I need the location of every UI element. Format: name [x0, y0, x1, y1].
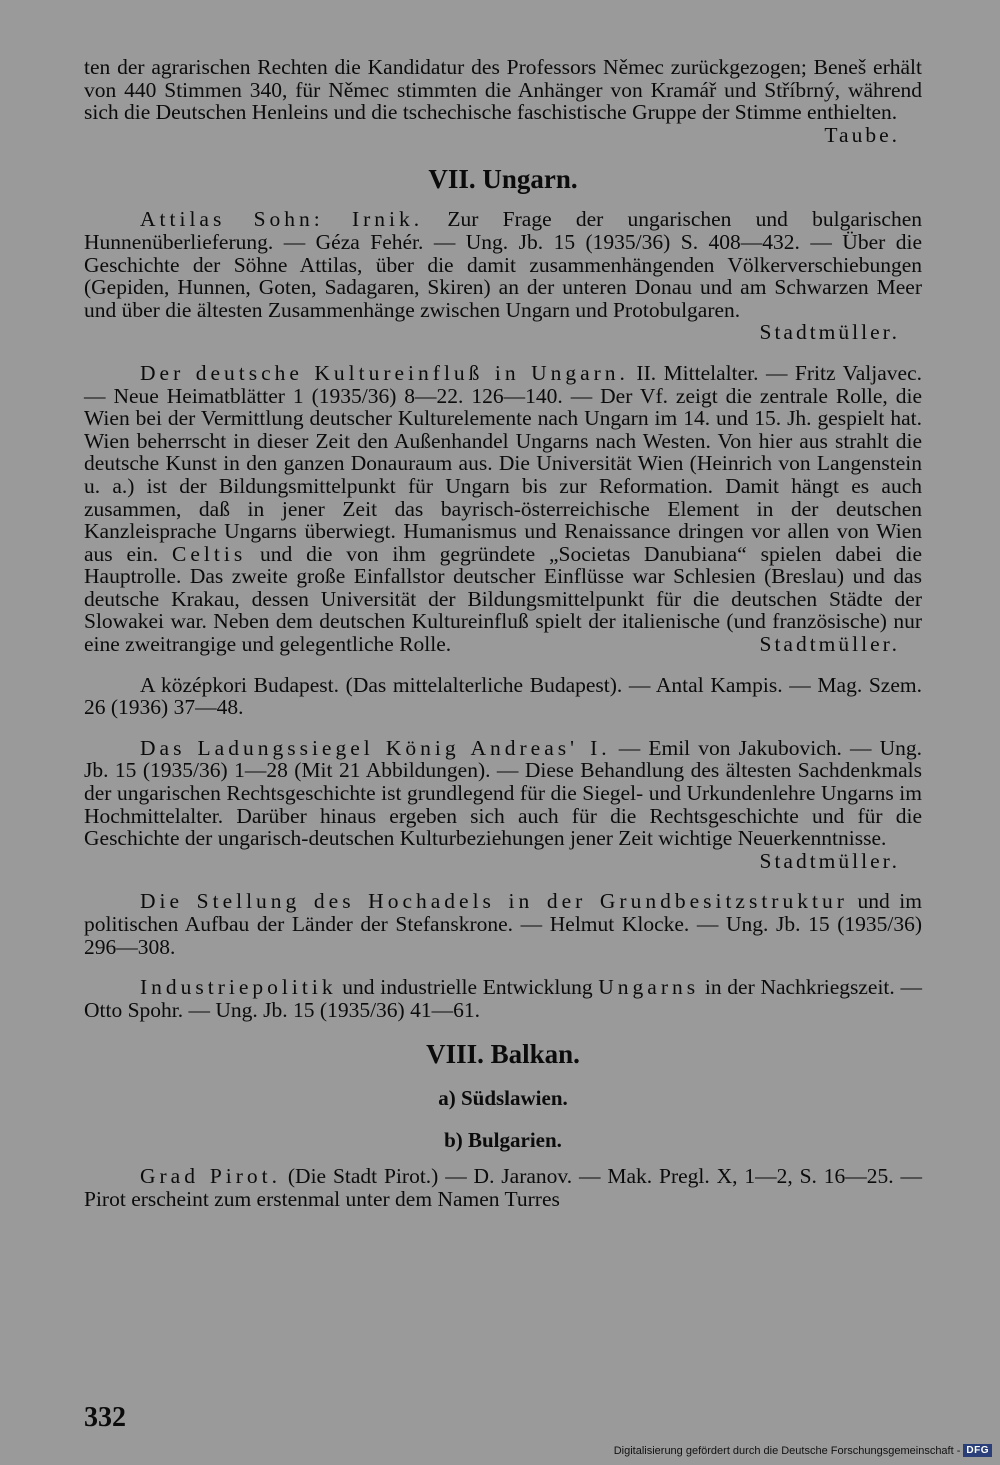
entry-body-cont: und die von ihm gegründete „Societas Danubiana“ spielen dabei die Hauptrolle. Das zweite große Einfallstor deutscher Einflüsse war Schlesien (Breslau) und das deutsche Krakau, dessen Universität der Bildungsmittelpunkt für die deutschen Städte der Slowakei war. Neben dem deutschen Kultureinfluß spielt der italienische (und französische) nur eine zweitrangige und gelegentliche Rolle. [84, 541, 923, 657]
entry-body: (Die Stadt Pirot.) — D. Jaranov. — Mak. Pregl. X, 1—2, S. 16—25. — Pirot erscheint zum erstenmal unter dem Namen Turres [84, 1164, 922, 1211]
entry-mid: und industrielle Entwicklung [336, 975, 599, 1000]
page-number: 332 [84, 1402, 126, 1433]
page-content [84, 56, 922, 1211]
subheading-suedslawien: a) Südslawien. [438, 1086, 568, 1111]
entry-signature: Stadtmüller. [759, 848, 900, 873]
entry-name-celtis: Celtis [172, 541, 247, 566]
entry-title: Der deutsche Kultureinfluß in Ungarn. [140, 360, 629, 385]
entry-signature: Stadtmüller. [759, 320, 900, 345]
footer-text: Digitalisierung gefördert durch die Deutsche Forschungsgemeinschaft - [613, 1444, 961, 1457]
entry-title: Das Ladungssiegel König Andreas' I. [140, 735, 611, 760]
entry-title: Attilas Sohn: Irnik. [140, 207, 424, 232]
entry-grad-pirot [84, 1165, 922, 1210]
entry-title: Grad Pirot. [140, 1164, 282, 1189]
entry-body: — Emil von Jakubovich. — Ung. Jb. 15 (1935/36) 1—28 (Mit 21 Abbildungen). — Diese Behandlung des ältesten Sachdenkmals der ungarischen Rechtsgeschichte ist grundlegend für die Siegel- und Urkundenlehre Ungarns im Hochmittelalter. Darüber hinaus ergeben sich auch für die Rechtsgeschichte und für die Geschichte der ungarisch-deutschen Kulturbeziehungen jener Zeit wichtige Neuerkenntnisse. [84, 735, 922, 851]
section-heading-balkan: VIII. Balkan. [426, 1039, 580, 1070]
entry-body: II. Mittelalter. — Fritz Valjavec. — Neue Heimatblätter 1 (1935/36) 8—22. 126—140. — Der Vf. zeigt die zentrale Rolle, die Wien bei der Vermittlung deutscher Kulturelemente nach Ungarn im 14. und 15. Jh. gespielt hat. Wien beherrscht in dieser Zeit den Außenhandel Ungarns nach Westen. Von hier aus strahlt die deutsche Kunst in den ganzen Donauraum aus. Die Universität Wien (Heinrich von Langenstein u. a.) ist der Bildungsmittelpunkt für Ungarn bis zur Reformation. Damit hängt es auch zusammen, daß in jener Zeit das bayrisch-österreichische Element in der deutschen Kanzleisprache Ungarns überwiegt. Humanismus und Renaissance dringen vor allen von Wien aus ein. [84, 360, 923, 566]
dfg-logo-icon: DFG [963, 1444, 992, 1457]
entry-signature: Stadtmüller. [759, 632, 900, 657]
entry-budapest: A középkori Budapest. (Das mittelalterliche Budapest). — Antal Kampis. — Mag. Szem. 26 (1936) 37—48. [84, 672, 922, 720]
footer-credit [614, 1444, 992, 1457]
entry-body: in der Nachkriegszeit. — Otto Spohr. — Ung. Jb. 15 (1935/36) 41—61. [84, 975, 922, 1022]
entry-title: Industriepolitik [140, 975, 337, 1000]
entry-ladungssiegel [84, 737, 922, 873]
entry-title: Die Stellung des Hochadels in der Grundbesitzstruktur [140, 889, 848, 914]
intro-signature: Taube. [824, 122, 900, 147]
subheading-bulgarien: b) Bulgarien. [444, 1128, 562, 1153]
entry-industriepolitik [84, 976, 922, 1021]
entry-body: Zur Frage der ungarischen und bulgarischen Hunnenüberlieferung. — Géza Fehér. — Ung. Jb. 15 (1935/36) S. 408—432. — Über die Geschichte der Söhne Attilas, über die damit zusammenhängenden Völkerverschiebungen (Gepiden, Hunnen, Goten, Sadagaren, Skiren) an der unteren Donau und am Schwarzen Meer und über die ältesten Zusammenhänge zwischen Ungarn und Protobulgaren. [84, 207, 922, 322]
entry-attilas-sohn [84, 208, 922, 321]
entry-kultureinfluss [84, 362, 922, 656]
entry-title-2: Ungarns [598, 975, 700, 1000]
entry-body: und im politischen Aufbau der Länder der Stefanskrone. — Helmut Klocke. — Ung. Jb. 15 (1935/36) 296—308. [84, 889, 923, 959]
intro-paragraph: ten der agrarischen Rechten die Kandidatur des Professors Němec zurückgezogen; Beneš erhält von 440 Stimmen 340, für Němec stimmten die Anhänger von Kramář und Stříbrný, während sich die Deutschen Henleins und die tschechische faschistische Gruppe der Stimme enthielten. [84, 55, 922, 125]
section-heading-ungarn: VII. Ungarn. [428, 164, 578, 195]
entry-hochadel [84, 890, 922, 958]
